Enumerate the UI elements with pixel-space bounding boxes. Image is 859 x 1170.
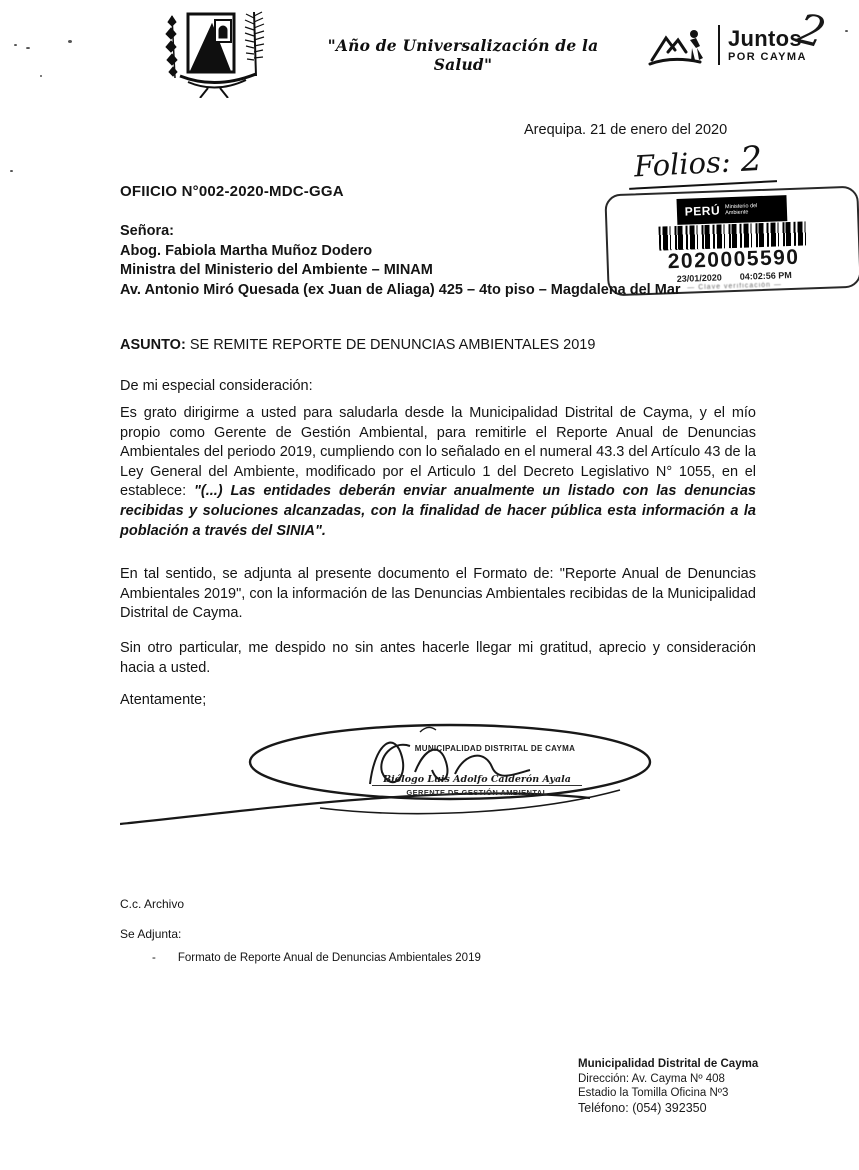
handwritten-corner-mark: 2	[792, 3, 831, 58]
footer-address-1: Dirección: Av. Cayma Nº 408	[578, 1072, 725, 1085]
signature-stamp-org: MUNICIPALIDAD DISTRITAL DE CAYMA	[414, 744, 576, 753]
cayma-coat-of-arms-icon	[158, 6, 278, 98]
scan-speck	[26, 47, 30, 49]
scan-speck	[10, 170, 13, 172]
folios-label: Folios:	[633, 144, 732, 184]
year-motto: "Año de Universalización de la Salud"	[327, 36, 599, 74]
subject-text: SE REMITE REPORTE DE DENUNCIAS AMBIENTALES 2019	[185, 337, 596, 353]
addressee-name: Abog. Fabiola Martha Muñoz Dodero	[120, 242, 373, 259]
ministry-label: Ministerio del Ambiente	[724, 202, 758, 217]
legal-quote: "(...) Las entidades deberán enviar anualmente un listado con las denuncias recibidas y soluciones alcanzadas, con la finalidad de hacer pública esta información a la población a través del SINIA".	[120, 483, 756, 539]
scan-speck	[40, 75, 42, 77]
closing: Atentamente;	[120, 692, 207, 708]
por-cayma-wordmark: POR CAYMA	[728, 50, 807, 63]
footer-contact-block	[578, 1057, 758, 1115]
body-paragraph-3: Sin otro particular, me despido no sin antes hacerle llegar mi gratitud, aprecio y consideración hacia a usted.	[120, 640, 756, 676]
signer-title: GERENTE DE GESTIÓN AMBIENTAL	[406, 788, 548, 797]
scan-speck	[14, 44, 17, 46]
signature-block	[120, 712, 680, 842]
signer-name: Biólogo Luis Adolfo Calderón Ayala	[372, 774, 582, 786]
stamp-date: 23/01/2020	[676, 272, 722, 284]
folios-value: 2	[739, 138, 764, 180]
addressee-block	[120, 222, 756, 300]
subject-line	[120, 337, 756, 353]
paragraph-1-text: Es grato dirigirme a usted para saludarla desde la Municipalidad Distrital de Cayma, y el mío propio como Gerente de Gestión Ambiental, para remitirle el Reporte Anual de Denuncias Ambientales del periodo 2019, cumpliendo con lo señalado en el numeral 43.3 del Artículo 43 de la Ley General del Ambiente, modificado por el Articulo 1 del Decreto Legislativo N° 1055, en el establece:	[120, 405, 756, 500]
stamp-registry-number: 2020005590	[667, 245, 800, 274]
footer-phone: Teléfono: (054) 392350	[578, 1100, 707, 1115]
attachment-text: Formato de Reporte Anual de Denuncias Ambientales 2019	[177, 952, 481, 964]
footer-address-2: Estadio la Tomilla Oficina Nº3	[578, 1087, 729, 1099]
subject-label: ASUNTO:	[120, 337, 186, 353]
scan-speck	[845, 30, 848, 32]
cc-line: C.c. Archivo	[120, 897, 185, 911]
footer-org: Municipalidad Distrital de Cayma	[578, 1058, 759, 1070]
addressee-address: Av. Antonio Miró Quesada (ex Juan de Aliaga) 425 – 4to piso – Magdalena del Mar	[120, 281, 681, 298]
dateline: Arequipa. 21 de enero del 2020	[524, 122, 728, 138]
logo-divider	[718, 25, 720, 65]
stamp-verification-line: — Clave verificación —	[687, 281, 783, 292]
body-paragraph-1	[120, 404, 756, 541]
greeting: De mi especial consideración:	[120, 378, 313, 394]
juntos-por-cayma-logo	[648, 22, 807, 68]
scan-speck	[68, 40, 72, 43]
juntos-wordmark: Juntos	[728, 25, 802, 51]
attachment-bullet: -	[152, 952, 156, 964]
mountains-icon	[648, 22, 710, 68]
addressee-title: Ministra del Ministerio del Ambiente – MINAM	[120, 262, 433, 278]
oficio-number: OFIICIO N°002-2020-MDC-GGA	[120, 183, 344, 200]
peru-wordmark: PERÚ	[684, 203, 721, 219]
salutation: Señora:	[120, 223, 174, 239]
attachment-item	[152, 952, 481, 964]
stamp-time: 04:02:56 PM	[739, 269, 792, 282]
body-paragraph-2: En tal sentido, se adjunta al presente documento el Formato de: "Reporte Anual de Denuncias Ambientales 2019", con la información de las Denuncias Ambientales recibidas de la Municipalidad Distrital de Cayma.	[120, 566, 756, 622]
attachment-label: Se Adjunta:	[120, 927, 182, 941]
